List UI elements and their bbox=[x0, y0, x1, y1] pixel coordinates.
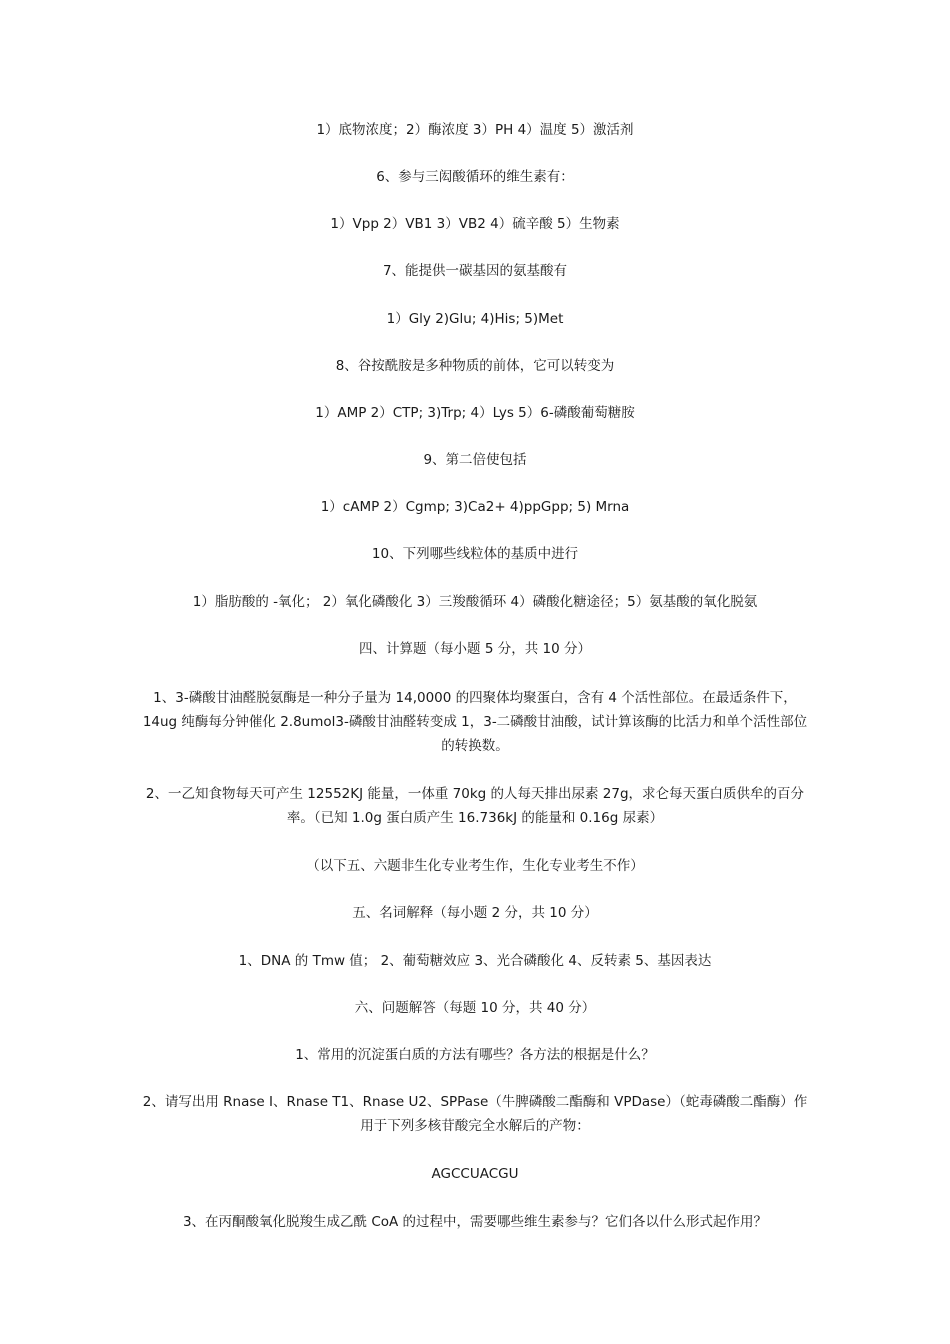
term-list: 1、DNA 的 Tmw 值； 2、葡萄糖效应 3、光合磷酸化 4、反转素 5、基因表达 bbox=[238, 953, 712, 969]
text-line: 1）底物浓度；2）酶浓度 3）PH 4）温度 5）激活剂 bbox=[316, 122, 634, 138]
sequence-text: AGCCUACGU bbox=[431, 1166, 519, 1182]
calc-question-2: 2、一乙知食物每天可产生 12552KJ 能量，一体重 70kg 的人每天排出尿素 27g，求仑每天蛋白质供牟的百分率。（已知 1.0g 蛋白质产生 16.736kJ 的能量和 0.16g 尿素） bbox=[145, 786, 805, 826]
question-heading: 6、参与三闳酸循环的维生素有： bbox=[376, 169, 574, 185]
note-text: （以下五、六题非生化专业考生作，生化专业考生不作） bbox=[306, 858, 644, 874]
section-title: 六、问题解答（每题 10 分，共 40 分） bbox=[354, 1000, 596, 1016]
section-title: 五、名词解释（每小题 2 分，共 10 分） bbox=[352, 905, 598, 921]
text-line: 1）cAMP 2）Cgmp; 3)Ca2+ 4)ppGpp; 5) Mrna bbox=[320, 499, 630, 515]
text-line: 1）Gly 2)Glu; 4)His; 5)Met bbox=[386, 311, 564, 327]
question-heading: 9、第二倍使包括 bbox=[423, 452, 527, 468]
question-heading: 10、下列哪些线粒体的基质中进行 bbox=[371, 546, 579, 562]
text-line: 1）Vpp 2）VB1 3）VB2 4）硫辛酸 5）生物素 bbox=[330, 216, 620, 232]
essay-question-2: 2、请写出用 Rnase I、Rnase T1、Rnase U2、SPPase（牛脾磷酸二酯酶和 VPDase）（蛇毒磷酸二酯酶）作用于下列多核苷酸完全水解后的产物： bbox=[142, 1094, 808, 1134]
text-line: 1）AMP 2）CTP; 3)Trp; 4）Lys 5）6-磷酸葡萄糖胺 bbox=[315, 405, 635, 421]
question-heading: 8、谷按酰胺是多种物质的前体，它可以转变为 bbox=[335, 358, 615, 374]
section-title: 四、计算题（每小题 5 分，共 10 分） bbox=[359, 641, 591, 657]
text-line: 1）脂肪酸的 -氧化； 2）氧化磷酸化 3）三羧酸循环 4）磷酸化糖途径；5）氨基酸的氧化脱氨 bbox=[192, 594, 758, 610]
essay-question-3: 3、在丙酮酸氧化脱羧生成乙酰 CoA 的过程中，需要哪些维生素参与？它们各以什么形式起作用？ bbox=[182, 1214, 768, 1230]
essay-question-1: 1、常用的沉淀蛋白质的方法有哪些？各方法的根据是什么？ bbox=[295, 1047, 655, 1063]
question-heading: 7、能提供一碳基因的氨基酸有 bbox=[382, 263, 568, 279]
calc-question-1: 1、3-磷酸甘油醛脱氨酶是一种分子量为 14,0000 的四聚体均聚蛋白，含有 4 个活性部位。在最适条件下，14ug 纯酶每分钟催化 2.8umol3-磷酸甘油醛转变成 1，3-二磷酸甘油酸，试计算该酶的比活力和单个活性部位的转换数。 bbox=[142, 690, 808, 754]
